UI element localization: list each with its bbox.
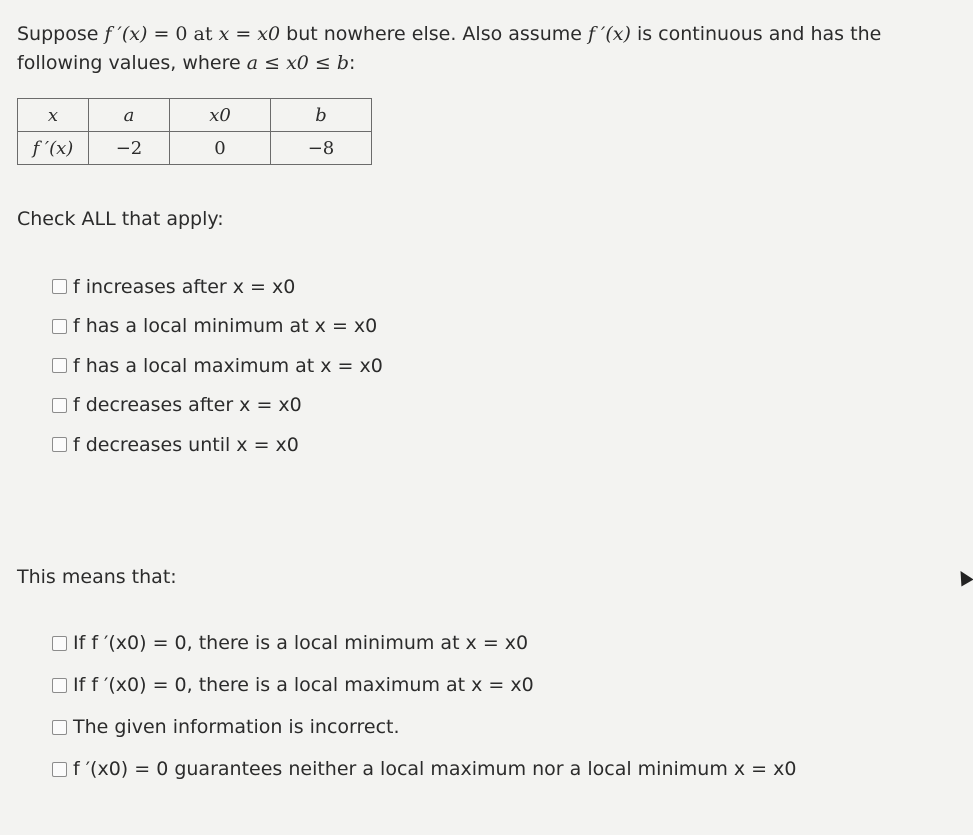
option-label: If f ′(x0) = 0, there is a local minimum at x = x0 [73, 632, 529, 654]
option-row[interactable] [52, 622, 796, 664]
option-label: f decreases after x = x0 [73, 394, 302, 417]
option-row[interactable] [52, 386, 383, 426]
intro-text: = 0 at [147, 23, 219, 45]
option-label: f ′(x0) = 0 guarantees neither a local maximum nor a local minimum x = x0 [73, 758, 797, 780]
x0-var: x0 [257, 23, 281, 45]
intro-text: : [349, 52, 356, 74]
options-group-2 [52, 622, 796, 790]
option-row[interactable] [52, 267, 383, 307]
x0-var: x0 [286, 52, 309, 74]
checkbox[interactable] [52, 762, 67, 777]
checkbox[interactable] [52, 437, 67, 452]
option-label: f has a local maximum at x = x0 [73, 354, 383, 377]
option-row[interactable] [52, 664, 796, 706]
checkbox[interactable] [52, 636, 67, 651]
table-cell: a [89, 99, 170, 132]
leq-sign: ≤ [258, 52, 287, 74]
option-row[interactable] [52, 706, 796, 748]
table-cell: b [271, 99, 372, 132]
fprime-expr: f ′(x) [104, 23, 148, 45]
mouse-cursor-icon [954, 567, 973, 586]
values-table [17, 98, 372, 165]
fprime-expr: f ′(x) [587, 23, 631, 45]
table-cell: f ′(x) [18, 132, 89, 165]
check-all-label: Check ALL that apply: [17, 208, 224, 230]
intro-text: Suppose [17, 23, 105, 45]
leq-sign: ≤ [308, 52, 337, 74]
checkbox[interactable] [52, 319, 67, 334]
option-label: f increases after x = x0 [73, 275, 296, 298]
option-label: f has a local minimum at x = x0 [73, 315, 378, 338]
table-cell: −8 [271, 132, 372, 165]
table-cell: x [18, 99, 89, 132]
intro-text: but nowhere else. Also assume [280, 23, 588, 45]
option-label: If f ′(x0) = 0, there is a local maximum at x = x0 [73, 674, 534, 696]
table-row [18, 132, 372, 165]
option-row[interactable] [52, 346, 383, 386]
option-row[interactable] [52, 748, 796, 790]
option-label: f decreases until x = x0 [73, 433, 299, 456]
intro-text: = [229, 23, 258, 45]
checkbox[interactable] [52, 358, 67, 373]
question-text [17, 20, 957, 78]
options-group-1 [52, 267, 383, 465]
table-cell: x0 [170, 99, 271, 132]
option-row[interactable] [52, 425, 383, 465]
table-cell: −2 [89, 132, 170, 165]
option-label: The given information is incorrect. [73, 716, 400, 738]
checkbox[interactable] [52, 398, 67, 413]
checkbox[interactable] [52, 720, 67, 735]
checkbox[interactable] [52, 678, 67, 693]
intro-text: is continuous and has the following values, where [17, 23, 882, 74]
checkbox[interactable] [52, 279, 67, 294]
table-cell: 0 [170, 132, 271, 165]
table-row [18, 99, 372, 132]
a-var: a [246, 52, 259, 74]
b-var: b [336, 52, 350, 74]
means-label: This means that: [17, 566, 177, 588]
x-var: x [218, 23, 230, 45]
option-row[interactable] [52, 307, 383, 347]
